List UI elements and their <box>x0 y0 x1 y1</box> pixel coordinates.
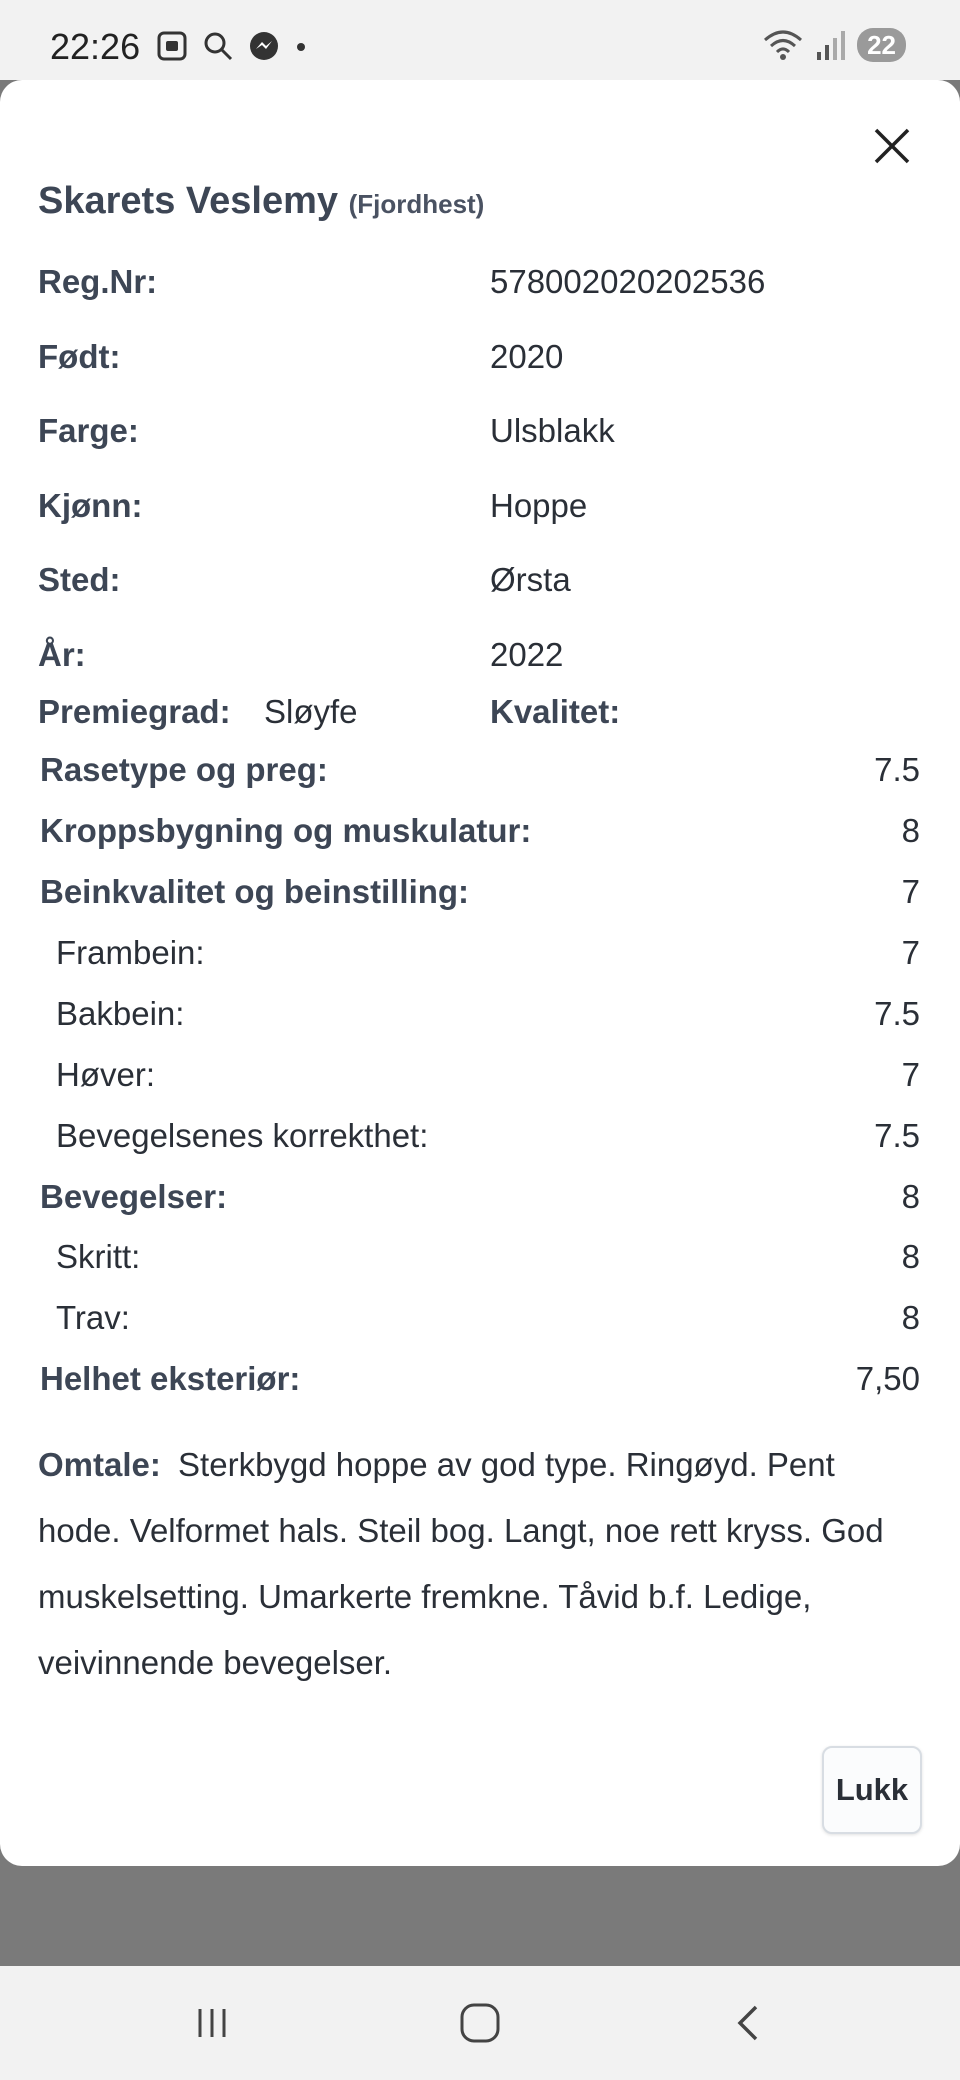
home-icon[interactable] <box>450 1996 510 2050</box>
score-label: Høver: <box>56 1056 155 1093</box>
notification-icons <box>156 30 308 62</box>
omtale-label: Omtale: <box>38 1446 161 1483</box>
info-row-ar <box>38 636 918 696</box>
recent-apps-icon[interactable] <box>182 1996 242 2050</box>
info-value: 578002020202536 <box>490 263 766 300</box>
status-bar <box>0 0 960 80</box>
messenger-icon <box>248 30 280 62</box>
status-time: 22:26 <box>50 26 141 67</box>
score-value: 8 <box>901 812 920 849</box>
score-value: 8 <box>901 1238 920 1275</box>
info-row-fodt <box>38 338 918 398</box>
score-label: Kroppsbygning og muskulatur: <box>40 812 532 849</box>
info-label: Reg.Nr: <box>38 263 158 300</box>
info-value: Hoppe <box>490 487 588 524</box>
score-value: 7.5 <box>874 1117 920 1154</box>
info-label: Sted: <box>38 561 121 598</box>
score-label: Skritt: <box>56 1238 141 1275</box>
horse-details-modal <box>0 80 960 1866</box>
info-label: År: <box>38 636 86 673</box>
info-value: 2022 <box>490 636 564 673</box>
info-row-farge <box>38 412 918 472</box>
search-icon <box>202 30 234 62</box>
score-value: 7,50 <box>855 1360 920 1397</box>
horse-breed: (Fjordhest) <box>348 189 485 219</box>
score-value: 7 <box>901 873 920 910</box>
score-value: 8 <box>901 1178 920 1215</box>
info-row-regnr <box>38 263 918 323</box>
horse-title <box>38 180 484 223</box>
signal-icon <box>815 28 845 62</box>
info-row-sted <box>38 561 918 621</box>
info-value: 2020 <box>490 338 564 375</box>
info-value: Ulsblakk <box>490 412 615 449</box>
score-label: Bevegelsenes korrekthet: <box>56 1117 429 1154</box>
info-row-kjonn <box>38 487 918 547</box>
premiegrad-value: Sløyfe <box>264 693 358 730</box>
premiegrad-label: Premiegrad: <box>38 693 231 730</box>
close-button[interactable]: Lukk <box>822 1746 922 1834</box>
kvalitet-label: Kvalitet: <box>490 693 621 730</box>
omtale-section <box>38 1432 918 1696</box>
battery-indicator: 22 <box>857 28 906 62</box>
close-icon[interactable] <box>870 124 914 168</box>
info-value: Ørsta <box>490 561 571 598</box>
score-label: Helhet eksteriør: <box>40 1360 301 1397</box>
score-label: Frambein: <box>56 934 205 971</box>
score-label: Rasetype og preg: <box>40 751 328 788</box>
info-label: Kjønn: <box>38 487 143 524</box>
score-value: 7.5 <box>874 751 920 788</box>
info-label: Farge: <box>38 412 139 449</box>
score-label: Trav: <box>56 1299 130 1336</box>
score-value: 8 <box>901 1299 920 1336</box>
wifi-icon <box>763 28 803 62</box>
back-icon[interactable] <box>718 1996 778 2050</box>
omtale-text: Sterkbygd hoppe av god type. Ringøyd. Pent hode. Velformet hals. Steil bog. Langt, noe rett kryss. God muskelsetting. Umarkerte fremkne. Tåvid b.f. Ledige, veivinnende bevegelser. <box>38 1446 884 1681</box>
horse-name: Skarets Veslemy <box>38 180 339 222</box>
score-value: 7 <box>901 934 920 971</box>
info-label: Født: <box>38 338 121 375</box>
score-value: 7.5 <box>874 995 920 1032</box>
score-label: Bevegelser: <box>40 1178 228 1215</box>
dot-icon <box>294 30 308 62</box>
score-label: Bakbein: <box>56 995 185 1032</box>
score-label: Beinkvalitet og beinstilling: <box>40 873 470 910</box>
score-value: 7 <box>901 1056 920 1093</box>
screenshot-icon <box>156 30 188 62</box>
navigation-bar <box>0 1966 960 2080</box>
